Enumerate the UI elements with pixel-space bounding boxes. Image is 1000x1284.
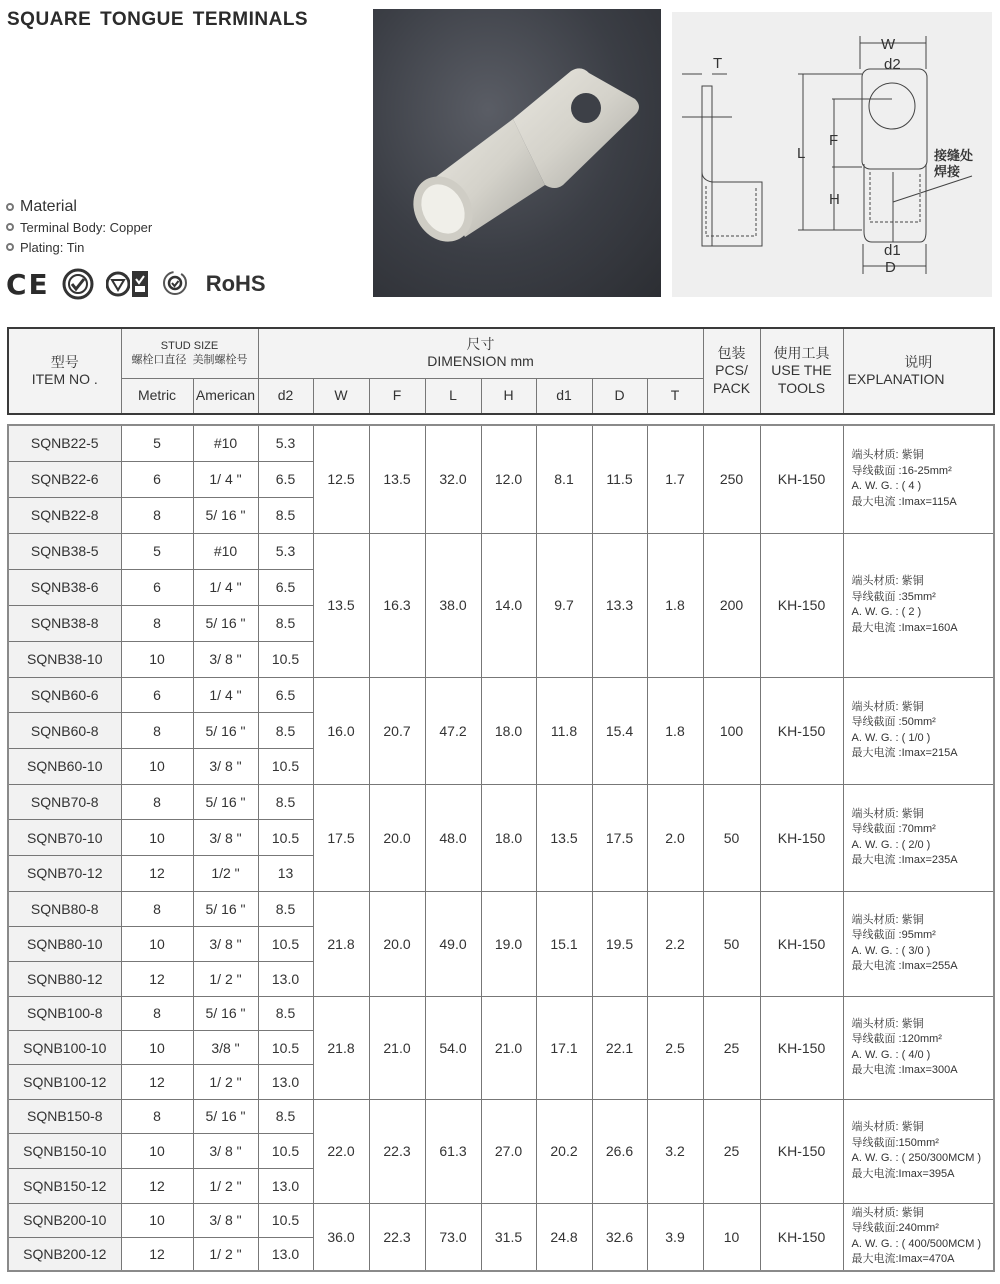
ukas-cert-icon bbox=[132, 271, 148, 297]
item-no-cell: SQNB70-12 bbox=[8, 855, 121, 891]
f-cell: 13.5 bbox=[369, 425, 425, 533]
american-cell: 1/ 2 " bbox=[193, 961, 258, 996]
d1-cell: 15.1 bbox=[536, 891, 592, 996]
pack-cell: 10 bbox=[703, 1203, 760, 1271]
table-row bbox=[8, 1203, 994, 1237]
american-cell: 1/ 4 " bbox=[193, 677, 258, 713]
d-cell: 17.5 bbox=[592, 784, 647, 891]
header-dim-L: L bbox=[425, 378, 481, 414]
side-view bbox=[682, 74, 762, 246]
item-no-cell: SQNB38-8 bbox=[8, 605, 121, 641]
american-cell: #10 bbox=[193, 425, 258, 461]
header-metric: Metric bbox=[121, 378, 193, 414]
table-row bbox=[8, 1099, 994, 1134]
tool-cell: KH-150 bbox=[760, 533, 843, 677]
explanation-cell bbox=[843, 891, 994, 996]
american-cell: 5/ 16 " bbox=[193, 784, 258, 820]
d2-cell: 6.5 bbox=[258, 461, 313, 497]
explanation-line: 最大电流 :Imax=255A bbox=[851, 960, 958, 973]
w-cell: 36.0 bbox=[313, 1203, 369, 1271]
d2-cell: 10.5 bbox=[258, 926, 313, 961]
item-no-cell: SQNB80-12 bbox=[8, 961, 121, 996]
item-no-cell: SQNB150-8 bbox=[8, 1099, 121, 1134]
american-cell: 5/ 16 " bbox=[193, 1099, 258, 1134]
d-cell: 22.1 bbox=[592, 996, 647, 1099]
page-title: SQUARE TONGUE TERMINALS bbox=[7, 9, 309, 30]
metric-cell: 5 bbox=[121, 425, 193, 461]
american-cell: 5/ 16 " bbox=[193, 497, 258, 533]
item-no-cell: SQNB22-8 bbox=[8, 497, 121, 533]
explanation-cell bbox=[843, 996, 994, 1099]
american-cell: 1/ 2 " bbox=[193, 1237, 258, 1271]
header-dimension: 尺寸 DIMENSION mm bbox=[258, 328, 703, 378]
explanation-line: A. W. G. : ( 1/0 ) bbox=[851, 731, 931, 744]
item-no-cell: SQNB38-6 bbox=[8, 569, 121, 605]
explanation-line: 导线截面:150mm² bbox=[851, 1136, 939, 1149]
bullet-icon bbox=[6, 203, 14, 211]
table-row bbox=[8, 996, 994, 1030]
american-cell: 3/ 8 " bbox=[193, 1134, 258, 1169]
tool-cell: KH-150 bbox=[760, 996, 843, 1099]
item-no-cell: SQNB80-10 bbox=[8, 926, 121, 961]
d2-cell: 8.5 bbox=[258, 605, 313, 641]
material-line-text: Terminal Body: Copper bbox=[20, 219, 153, 235]
f-cell: 21.0 bbox=[369, 996, 425, 1099]
american-cell: 5/ 16 " bbox=[193, 713, 258, 749]
metric-cell: 8 bbox=[121, 497, 193, 533]
l-cell: 32.0 bbox=[425, 425, 481, 533]
d2-cell: 8.5 bbox=[258, 784, 313, 820]
l-cell: 49.0 bbox=[425, 891, 481, 996]
label-T: T bbox=[713, 55, 723, 72]
metric-cell: 10 bbox=[121, 1030, 193, 1064]
bullet-icon bbox=[6, 243, 14, 251]
explanation-line: A. W. G. : ( 400/500MCM ) bbox=[851, 1237, 982, 1250]
explanation-line: 最大电流 :Imax=115A bbox=[851, 495, 957, 508]
pack-cell: 50 bbox=[703, 891, 760, 996]
d2-cell: 8.5 bbox=[258, 891, 313, 926]
metric-cell: 6 bbox=[121, 677, 193, 713]
material-line bbox=[6, 217, 152, 237]
label-d2: d2 bbox=[884, 56, 901, 73]
american-cell: 3/ 8 " bbox=[193, 748, 258, 784]
explanation-line: 导线截面 :120mm² bbox=[851, 1033, 942, 1046]
f-cell: 22.3 bbox=[369, 1203, 425, 1271]
rohs-label: RoHS bbox=[205, 271, 266, 296]
w-cell: 13.5 bbox=[313, 533, 369, 677]
table-header bbox=[7, 327, 995, 415]
material-heading bbox=[6, 196, 152, 217]
table-row bbox=[8, 533, 994, 569]
american-cell: 3/ 8 " bbox=[193, 641, 258, 677]
certification-logos bbox=[6, 268, 278, 300]
t-cell: 2.0 bbox=[647, 784, 703, 891]
t-cell: 2.2 bbox=[647, 891, 703, 996]
explanation-cell bbox=[843, 677, 994, 784]
d2-cell: 13.0 bbox=[258, 961, 313, 996]
d2-cell: 5.3 bbox=[258, 425, 313, 461]
explanation-line: 最大电流 :Imax=300A bbox=[851, 1064, 958, 1077]
sgs-cert-icon bbox=[160, 269, 190, 299]
d2-cell: 10.5 bbox=[258, 748, 313, 784]
w-cell: 21.8 bbox=[313, 996, 369, 1099]
item-no-cell: SQNB60-8 bbox=[8, 713, 121, 749]
header-pack: 包装 PCS/ PACK bbox=[703, 328, 760, 414]
american-cell: 1/ 2 " bbox=[193, 1065, 258, 1099]
d-cell: 19.5 bbox=[592, 891, 647, 996]
w-cell: 12.5 bbox=[313, 425, 369, 533]
item-no-cell: SQNB38-10 bbox=[8, 641, 121, 677]
pack-cell: 100 bbox=[703, 677, 760, 784]
t-cell: 1.8 bbox=[647, 677, 703, 784]
header-dim-H: H bbox=[481, 378, 536, 414]
d2-cell: 8.5 bbox=[258, 1099, 313, 1134]
metric-cell: 10 bbox=[121, 820, 193, 856]
metric-cell: 8 bbox=[121, 713, 193, 749]
header-dim-d2: d2 bbox=[258, 378, 313, 414]
spec-table bbox=[7, 424, 995, 1272]
metric-cell: 12 bbox=[121, 1065, 193, 1099]
pack-cell: 25 bbox=[703, 996, 760, 1099]
metric-cell: 10 bbox=[121, 748, 193, 784]
d2-cell: 10.5 bbox=[258, 1203, 313, 1237]
explanation-line: 导线截面 :50mm² bbox=[851, 716, 936, 729]
d-cell: 26.6 bbox=[592, 1099, 647, 1203]
item-no-cell: SQNB150-10 bbox=[8, 1134, 121, 1169]
table-row bbox=[8, 677, 994, 713]
d2-cell: 10.5 bbox=[258, 1134, 313, 1169]
item-no-cell: SQNB100-8 bbox=[8, 996, 121, 1030]
pack-cell: 25 bbox=[703, 1099, 760, 1203]
item-no-cell: SQNB100-12 bbox=[8, 1065, 121, 1099]
explanation-line: A. W. G. : ( 250/300MCM ) bbox=[851, 1152, 982, 1165]
item-no-cell: SQNB70-10 bbox=[8, 820, 121, 856]
tool-cell: KH-150 bbox=[760, 784, 843, 891]
d2-cell: 6.5 bbox=[258, 569, 313, 605]
metric-cell: 8 bbox=[121, 996, 193, 1030]
explanation-line: 导线截面 :70mm² bbox=[851, 823, 936, 836]
d2-cell: 8.5 bbox=[258, 497, 313, 533]
table-row bbox=[8, 784, 994, 820]
explanation-line: 导线截面 :95mm² bbox=[851, 929, 936, 942]
w-cell: 21.8 bbox=[313, 891, 369, 996]
header-tools: 使用工具 USE THE TOOLS bbox=[760, 328, 843, 414]
d2-cell: 10.5 bbox=[258, 641, 313, 677]
header-dim-W: W bbox=[313, 378, 369, 414]
metric-cell: 6 bbox=[121, 569, 193, 605]
label-d1: d1 bbox=[884, 242, 901, 259]
tool-cell: KH-150 bbox=[760, 677, 843, 784]
d-cell: 32.6 bbox=[592, 1203, 647, 1271]
item-no-cell: SQNB60-6 bbox=[8, 677, 121, 713]
header-item-no: 型号 ITEM NO . bbox=[8, 328, 121, 414]
t-cell: 1.8 bbox=[647, 533, 703, 677]
explanation-cell bbox=[843, 784, 994, 891]
d2-cell: 13 bbox=[258, 855, 313, 891]
metric-cell: 12 bbox=[121, 1237, 193, 1271]
item-no-cell: SQNB70-8 bbox=[8, 784, 121, 820]
explanation-line: A. W. G. : ( 2 ) bbox=[851, 606, 922, 618]
explanation-line: 端头材质: 紫铜 bbox=[851, 449, 924, 462]
material-line bbox=[6, 237, 152, 257]
h-cell: 19.0 bbox=[481, 891, 536, 996]
american-cell: #10 bbox=[193, 533, 258, 569]
explanation-line: 最大电流 :Imax=215A bbox=[851, 747, 958, 760]
t-cell: 2.5 bbox=[647, 996, 703, 1099]
metric-cell: 10 bbox=[121, 926, 193, 961]
dimension-diagram bbox=[672, 12, 992, 297]
l-cell: 73.0 bbox=[425, 1203, 481, 1271]
d2-cell: 10.5 bbox=[258, 1030, 313, 1064]
product-photo bbox=[373, 9, 661, 297]
explanation-line: 最大电流:Imax=395A bbox=[851, 1167, 955, 1180]
d-cell: 13.3 bbox=[592, 533, 647, 677]
american-cell: 1/ 2 " bbox=[193, 1168, 258, 1203]
item-no-cell: SQNB60-10 bbox=[8, 748, 121, 784]
explanation-line: A. W. G. : ( 4 ) bbox=[851, 480, 922, 493]
d2-cell: 8.5 bbox=[258, 713, 313, 749]
item-no-cell: SQNB38-5 bbox=[8, 533, 121, 569]
d2-cell: 13.0 bbox=[258, 1237, 313, 1271]
american-cell: 5/ 16 " bbox=[193, 605, 258, 641]
l-cell: 47.2 bbox=[425, 677, 481, 784]
explanation-line: 端头材质: 紫铜 bbox=[851, 1017, 924, 1030]
table-row bbox=[8, 891, 994, 926]
pack-cell: 250 bbox=[703, 425, 760, 533]
explanation-cell bbox=[843, 1099, 994, 1203]
pack-cell: 200 bbox=[703, 533, 760, 677]
t-cell: 3.9 bbox=[647, 1203, 703, 1271]
header-american: American bbox=[193, 378, 258, 414]
american-cell: 5/ 16 " bbox=[193, 891, 258, 926]
f-cell: 20.0 bbox=[369, 891, 425, 996]
explanation-line: 最大电流 :Imax=235A bbox=[851, 854, 958, 867]
metric-cell: 6 bbox=[121, 461, 193, 497]
tool-cell: KH-150 bbox=[760, 425, 843, 533]
d1-cell: 24.8 bbox=[536, 1203, 592, 1271]
weld-note-2: 焊接 bbox=[934, 164, 961, 179]
material-heading-text: Material bbox=[20, 197, 77, 215]
f-cell: 16.3 bbox=[369, 533, 425, 677]
h-cell: 27.0 bbox=[481, 1099, 536, 1203]
label-L: L bbox=[797, 145, 806, 162]
item-no-cell: SQNB22-6 bbox=[8, 461, 121, 497]
d2-cell: 6.5 bbox=[258, 677, 313, 713]
metric-cell: 8 bbox=[121, 784, 193, 820]
metric-cell: 5 bbox=[121, 533, 193, 569]
d2-cell: 8.5 bbox=[258, 996, 313, 1030]
metric-cell: 12 bbox=[121, 1168, 193, 1203]
explanation-line: 端头材质: 紫铜 bbox=[851, 807, 924, 820]
l-cell: 54.0 bbox=[425, 996, 481, 1099]
header-dim-F: F bbox=[369, 378, 425, 414]
metric-cell: 10 bbox=[121, 1134, 193, 1169]
tool-cell: KH-150 bbox=[760, 891, 843, 996]
l-cell: 38.0 bbox=[425, 533, 481, 677]
item-no-cell: SQNB150-12 bbox=[8, 1168, 121, 1203]
american-cell: 5/ 16 " bbox=[193, 996, 258, 1030]
w-cell: 22.0 bbox=[313, 1099, 369, 1203]
header-explanation: 说明 EXPLANATION bbox=[843, 328, 994, 414]
metric-cell: 10 bbox=[121, 641, 193, 677]
label-D: D bbox=[885, 259, 896, 276]
american-cell: 1/2 " bbox=[193, 855, 258, 891]
metric-cell: 8 bbox=[121, 605, 193, 641]
d-cell: 11.5 bbox=[592, 425, 647, 533]
item-no-cell: SQNB200-10 bbox=[8, 1203, 121, 1237]
explanation-line: 端头材质: 紫铜 bbox=[851, 913, 924, 926]
bullet-icon bbox=[6, 223, 14, 231]
american-cell: 1/ 4 " bbox=[193, 461, 258, 497]
d2-cell: 13.0 bbox=[258, 1065, 313, 1099]
header-dim-T: T bbox=[647, 378, 703, 414]
d1-cell: 13.5 bbox=[536, 784, 592, 891]
iso-cert-icon bbox=[106, 271, 130, 297]
d2-cell: 10.5 bbox=[258, 820, 313, 856]
d1-cell: 8.1 bbox=[536, 425, 592, 533]
t-cell: 1.7 bbox=[647, 425, 703, 533]
item-no-cell: SQNB200-12 bbox=[8, 1237, 121, 1271]
label-W: W bbox=[881, 36, 896, 53]
tool-cell: KH-150 bbox=[760, 1203, 843, 1271]
weld-note-1: 接缝处 bbox=[934, 148, 974, 163]
explanation-cell bbox=[843, 425, 994, 533]
metric-cell: 8 bbox=[121, 891, 193, 926]
ce-mark-icon: CE bbox=[6, 267, 50, 301]
header-stud-size: STUD SIZE 螺栓口直径 美制螺栓号 bbox=[121, 328, 258, 378]
h-cell: 21.0 bbox=[481, 996, 536, 1099]
w-cell: 16.0 bbox=[313, 677, 369, 784]
explanation-line: 导线截面:240mm² bbox=[851, 1222, 939, 1235]
d1-cell: 9.7 bbox=[536, 533, 592, 677]
label-H: H bbox=[829, 191, 840, 208]
metric-cell: 12 bbox=[121, 961, 193, 996]
explanation-line: 端头材质: 紫铜 bbox=[851, 1121, 924, 1134]
d1-cell: 20.2 bbox=[536, 1099, 592, 1203]
t-cell: 3.2 bbox=[647, 1099, 703, 1203]
f-cell: 20.7 bbox=[369, 677, 425, 784]
explanation-line: 端头材质: 紫铜 bbox=[851, 700, 924, 713]
explanation-cell bbox=[843, 533, 994, 677]
explanation-line: A. W. G. : ( 4/0 ) bbox=[851, 1048, 931, 1061]
explanation-line: 最大电流 :Imax=160A bbox=[851, 621, 958, 634]
f-cell: 22.3 bbox=[369, 1099, 425, 1203]
quality-cert-icon bbox=[62, 268, 94, 300]
american-cell: 3/ 8 " bbox=[193, 926, 258, 961]
american-cell: 3/ 8 " bbox=[193, 1203, 258, 1237]
explanation-line: A. W. G. : ( 2/0 ) bbox=[851, 838, 931, 851]
w-cell: 17.5 bbox=[313, 784, 369, 891]
label-F: F bbox=[829, 132, 839, 149]
tool-cell: KH-150 bbox=[760, 1099, 843, 1203]
metric-cell: 10 bbox=[121, 1203, 193, 1237]
explanation-line: 导线截面 :35mm² bbox=[851, 590, 936, 603]
explanation-cell bbox=[843, 1203, 994, 1271]
explanation-line: 端头材质: 紫铜 bbox=[851, 1206, 924, 1219]
d2-cell: 13.0 bbox=[258, 1168, 313, 1203]
h-cell: 31.5 bbox=[481, 1203, 536, 1271]
item-no-cell: SQNB80-8 bbox=[8, 891, 121, 926]
metric-cell: 12 bbox=[121, 855, 193, 891]
table-row bbox=[8, 425, 994, 461]
explanation-line: 端头材质: 紫铜 bbox=[851, 575, 924, 587]
item-no-cell: SQNB22-5 bbox=[8, 425, 121, 461]
h-cell: 12.0 bbox=[481, 425, 536, 533]
american-cell: 3/8 " bbox=[193, 1030, 258, 1064]
header-dim-d1: d1 bbox=[536, 378, 592, 414]
l-cell: 48.0 bbox=[425, 784, 481, 891]
pack-cell: 50 bbox=[703, 784, 760, 891]
d-cell: 15.4 bbox=[592, 677, 647, 784]
l-cell: 61.3 bbox=[425, 1099, 481, 1203]
explanation-line: 导线截面 :16-25mm² bbox=[851, 464, 952, 477]
explanation-line: A. W. G. : ( 3/0 ) bbox=[851, 944, 931, 957]
american-cell: 1/ 4 " bbox=[193, 569, 258, 605]
explanation-line: 最大电流:Imax=470A bbox=[851, 1253, 955, 1266]
metric-cell: 8 bbox=[121, 1099, 193, 1134]
material-section bbox=[6, 196, 152, 257]
d2-cell: 5.3 bbox=[258, 533, 313, 569]
american-cell: 3/ 8 " bbox=[193, 820, 258, 856]
header-dim-D: D bbox=[592, 378, 647, 414]
d1-cell: 17.1 bbox=[536, 996, 592, 1099]
h-cell: 14.0 bbox=[481, 533, 536, 677]
h-cell: 18.0 bbox=[481, 677, 536, 784]
d1-cell: 11.8 bbox=[536, 677, 592, 784]
h-cell: 18.0 bbox=[481, 784, 536, 891]
f-cell: 20.0 bbox=[369, 784, 425, 891]
item-no-cell: SQNB100-10 bbox=[8, 1030, 121, 1064]
material-line-text: Plating: Tin bbox=[20, 239, 85, 255]
